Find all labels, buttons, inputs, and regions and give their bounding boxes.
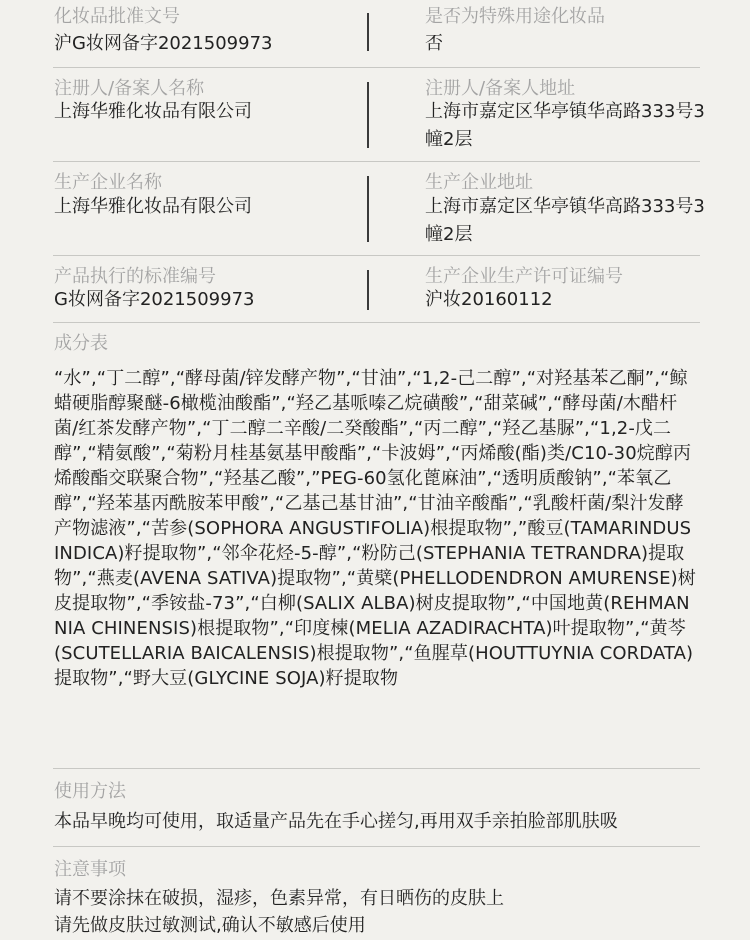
column-divider: [367, 13, 369, 51]
standard-number-value: G妆网备字2021509973: [54, 289, 255, 310]
production-license-label: 生产企业生产许可证编号: [425, 266, 623, 287]
column-divider: [367, 270, 369, 310]
column-divider: [367, 176, 369, 242]
production-license-value: 沪妆20160112: [425, 289, 553, 310]
notes-line: 请先做皮肤过敏测试,确认不敏感后使用: [54, 915, 366, 936]
standard-number-label: 产品执行的标准编号: [54, 266, 216, 287]
manufacturer-address-label: 生产企业地址: [425, 172, 533, 193]
registrant-name-value: 上海华雅化妆品有限公司: [54, 101, 252, 122]
notes-line: 请不要涂抹在破损，湿疹，色素异常，有日晒伤的皮肤上: [54, 888, 504, 909]
notes-label: 注意事项: [54, 859, 126, 880]
approval-number-label: 化妆品批准文号: [54, 6, 180, 27]
section-divider: [53, 768, 700, 769]
usage-label: 使用方法: [54, 781, 126, 802]
registrant-address-label: 注册人/备案人地址: [425, 78, 576, 99]
row-divider: [53, 322, 700, 323]
special-use-label: 是否为特殊用途化妆品: [425, 6, 605, 27]
ingredients-label: 成分表: [54, 333, 108, 354]
usage-text: 本品早晚均可使用，取适量产品先在手心搓匀,再用双手亲拍脸部肌肤吸: [54, 811, 618, 832]
special-use-value: 否: [425, 33, 443, 54]
row-divider: [53, 255, 700, 256]
ingredients-text: “水”,“丁二醇”,“酵母菌/锌发酵产物”,“甘油”,“1,2-己二醇”,“对羟基苯乙酮”,“鲸蜡硬脂醇聚醚-6橄榄油酸酯”,“羟乙基哌嗪乙烷磺酸”,“甜菜碱”,“酵母菌/木醋杆菌/红茶发酵产物”,“丁二醇二辛酸/二癸酸酯”,“丙二醇”,“羟乙基脲”,“1,2-戊二醇”,“精氨酸”,“菊粉月桂基氨基甲酸酯”,“卡波姆”,“丙烯酸(酯)类/C10-30烷醇丙烯酸酯交联聚合物”,“羟基乙酸”,”PEG-60氢化蓖麻油”,“透明质酸钠”,“苯氧乙醇”,“羟苯基丙酰胺苯甲酸”,“乙基己基甘油”,“甘油辛酸酯”,“乳酸杆菌/梨汁发酵产物滤液”,“苦参(SOPHORA ANGUSTIFOLIA)根提取物”,”酸豆(TAMARINDUS INDICA)籽提取物”,“邻伞花烃-5-醇”,“粉防己(STEPHANIA TETRANDRA)提取物”,“燕麦(AVENA SATIVA)提取物”,“黄檗(PHELLODENDRON AMURENSE)树皮提取物”,“季铵盐-73”,“白柳(SALIX ALBA)树皮提取物”,“中国地黄(REHMANNIA CHINENSIS)根提取物”,“印度楝(MELIA AZADIRACHTA)叶提取物”,“黄芩(SCUTELLARIA BAICALENSIS)根提取物”,“鱼腥草(HOUTTUYNIA CORDATA)提取物”,“野大豆(GLYCINE SOJA)籽提取物: [54, 368, 696, 689]
row-divider: [53, 161, 700, 162]
approval-number-value: 沪G妆网备字2021509973: [54, 33, 273, 54]
row-divider: [53, 67, 700, 68]
manufacturer-address-value: 上海市嘉定区华亭镇华高路333号3幢2层: [425, 196, 705, 245]
manufacturer-name-value: 上海华雅化妆品有限公司: [54, 196, 252, 217]
section-divider: [53, 846, 700, 847]
registrant-address-value: 上海市嘉定区华亭镇华高路333号3幢2层: [425, 101, 705, 150]
column-divider: [367, 82, 369, 148]
registrant-name-label: 注册人/备案人名称: [54, 78, 205, 99]
manufacturer-name-label: 生产企业名称: [54, 172, 162, 193]
